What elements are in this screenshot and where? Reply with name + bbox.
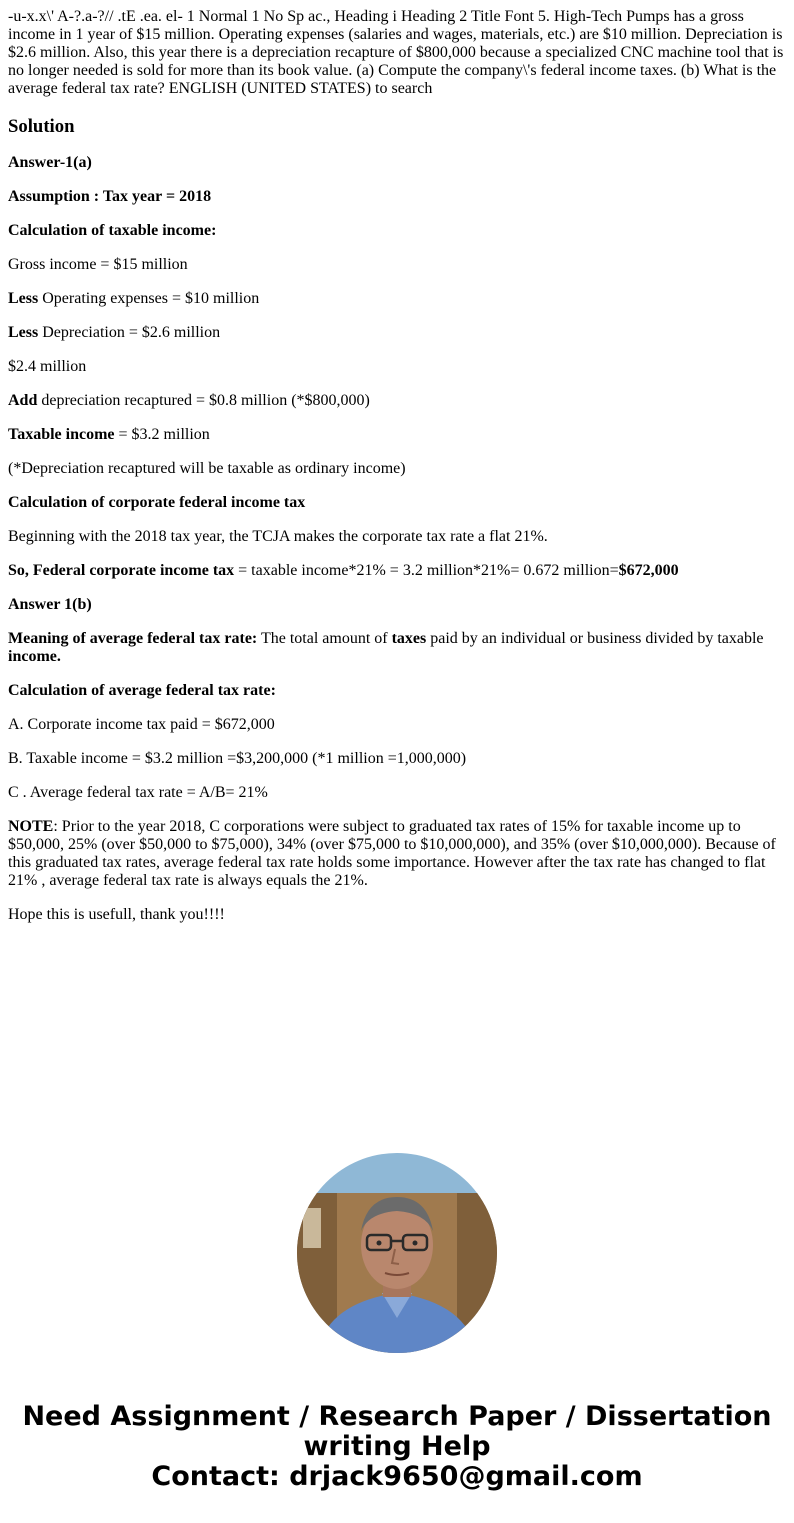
taxable-income: Taxable income = $3.2 million [8, 426, 210, 443]
author-photo [297, 1153, 497, 1353]
gross-income: Gross income = $15 million [8, 256, 188, 273]
calc-tax-heading: Calculation of corporate federal income tax [8, 494, 306, 511]
assumption: Assumption : Tax year = 2018 [8, 188, 212, 205]
line-c: C . Average federal tax rate = A/B= 21% [8, 784, 268, 801]
line-a: A. Corporate income tax paid = $672,000 [8, 716, 275, 733]
federal-tax-result: So, Federal corporate income tax = taxable income*21% = 3.2 million*21%= 0.672 million=$672,000 [8, 562, 679, 579]
subtotal: $2.4 million [8, 358, 87, 375]
calc-avg-heading: Calculation of average federal tax rate: [8, 682, 276, 699]
tcja-text: Beginning with the 2018 tax year, the TCJA makes the corporate tax rate a flat 21%. [8, 528, 548, 545]
less-opex: Less Operating expenses = $10 million [8, 290, 260, 307]
answer-b-heading: Answer 1(b) [8, 596, 92, 613]
promo-banner [0, 1402, 794, 1492]
less-depreciation: Less Depreciation = $2.6 million [8, 324, 221, 341]
recapture-note: (*Depreciation recaptured will be taxable as ordinary income) [8, 460, 406, 477]
closing: Hope this is usefull, thank you!!!! [8, 906, 225, 923]
line-b: B. Taxable income = $3.2 million =$3,200,000 (*1 million =1,000,000) [8, 750, 467, 767]
note: NOTE: Prior to the year 2018, C corporations were subject to graduated tax rates of 15% for taxable income up to $50,000, 25% (over $50,000 to $75,000), 34% (over $75,000 to $10,000,000), and 35% (over $10,000,000). Because of this graduated tax rates, average federal tax rate holds some importance. However after the tax rate has changed to flat 21% , average federal tax rate is always equals the 21%. [8, 818, 776, 889]
promo-line-2: writing Help [303, 1431, 491, 1462]
promo-line-1: Need Assignment / Research Paper / Dissertation [22, 1401, 772, 1432]
solution-heading: Solution [8, 116, 75, 137]
question-text: -u-x.x\' A-?.a-?// .tE .ea. el- 1 Normal 1 No Sp ac., Heading i Heading 2 Title Font 5. High-Tech Pumps has a gross income in 1 year of $15 million. Operating expenses (salaries and wages, materials, etc.) are $10 million. Depreciation is $2.6 million. Also, this year there is a depreciation recapture of $800,000 because a specialized CNC machine tool that is no longer needed is sold for more than its book value. (a) Compute the company\'s federal income taxes. (b) What is the average federal tax rate? ENGLISH (UNITED STATES) to search [8, 8, 784, 97]
author-avatar [297, 1153, 497, 1353]
add-recapture: Add depreciation recaptured = $0.8 million (*$800,000) [8, 392, 370, 409]
answer-a-heading: Answer-1(a) [8, 154, 92, 171]
meaning-definition: Meaning of average federal tax rate: The total amount of taxes paid by an individual or business divided by taxable income. [8, 630, 764, 665]
calc-taxable-heading: Calculation of taxable income: [8, 222, 217, 239]
promo-contact: Contact: drjack9650@gmail.com [151, 1461, 643, 1492]
